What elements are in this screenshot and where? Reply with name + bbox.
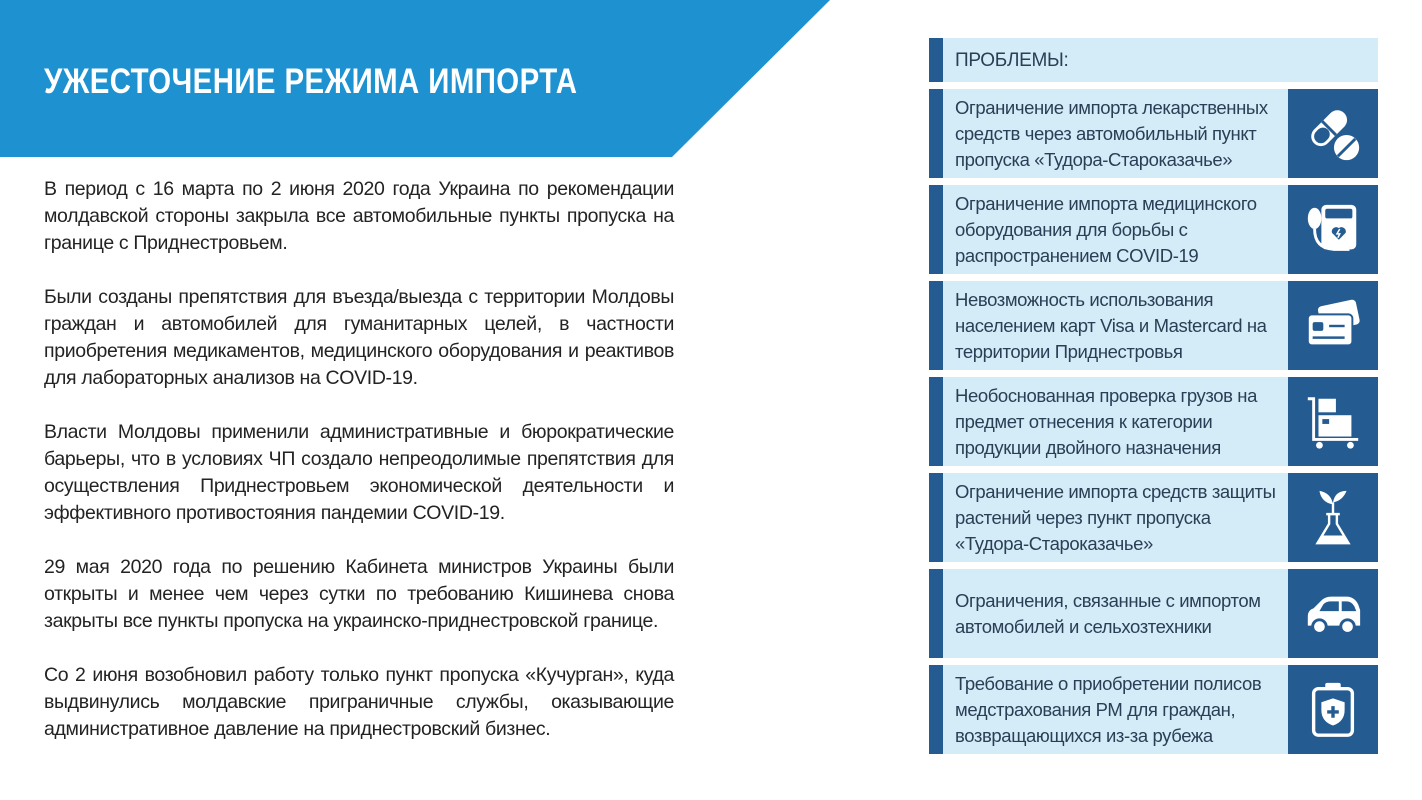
problem-text: Невозможность использования населением карт Visa и Mastercard на территории Приднестровья [955,288,1267,362]
problem-item [929,185,1378,274]
pills-icon [1288,89,1378,178]
paragraph: Власти Молдовы применили административные и бюрократические барьеры, что в условиях ЧП создало непреодолимые препятствия для осуществления Приднестровьем экономической деятельности и эффективного противостояния пандемии COVID-19. [44,421,674,524]
problem-item [929,377,1378,466]
paragraph: В период с 16 марта по 2 июня 2020 года Украина по рекомендации молдавской стороны закрыла все автомобильные пункты пропуска на границе с Приднестровьем. [44,178,674,254]
problem-text: Ограничение импорта средств защиты растений через пункт пропуска «Тудора-Староказачье» [955,480,1276,554]
problems-header [929,38,1378,82]
problem-text: Ограничение импорта лекарственных средств через автомобильный пункт пропуска «Тудора-Староказачье» [955,96,1268,170]
plant-flask-icon [1288,473,1378,562]
problems-title: ПРОБЛЕМЫ: [955,50,1069,71]
problem-item [929,569,1378,658]
credit-card-icon [1288,281,1378,370]
page-title: УЖЕСТОЧЕНИЕ РЕЖИМА ИМПОРТА [44,62,578,101]
paragraph: 29 мая 2020 года по решению Кабинета министров Украины были открыты и менее чем через сутки по требованию Кишинева снова закрыты все пункты пропуска на украинско-приднестровской границе. [44,556,674,632]
problem-item [929,665,1378,754]
defibrillator-icon [1288,185,1378,274]
problem-item [929,89,1378,178]
body-text [44,176,674,770]
problem-text: Ограничение импорта медицинского оборудования для борьбы с распространением COVID-19 [955,192,1257,266]
paragraph: Были созданы препятствия для въезда/выезда с территории Молдовы граждан и автомобилей для гуманитарных целей, в частности приобретения медикаментов, медицинского оборудования и реактивов для лабораторных анализов на COVID-19. [44,286,674,389]
car-icon [1288,569,1378,658]
problem-text: Требование о приобретении полисов медстрахования РМ для граждан, возвращающихся из-за рубежа [955,672,1262,746]
problem-item [929,473,1378,562]
cargo-cart-icon [1288,377,1378,466]
problem-item [929,281,1378,370]
medical-insurance-icon [1288,665,1378,754]
problems-panel [929,38,1378,754]
problem-text: Необоснованная проверка грузов на предмет отнесения к категории продукции двойного назначения [955,384,1258,458]
problem-text: Ограничения, связанные с импортом автомобилей и сельхозтехники [955,589,1261,637]
paragraph: Со 2 июня возобновил работу только пункт пропуска «Кучурган», куда выдвинулись молдавские приграничные службы, оказывающие административное давление на приднестровский бизнес. [44,664,674,740]
